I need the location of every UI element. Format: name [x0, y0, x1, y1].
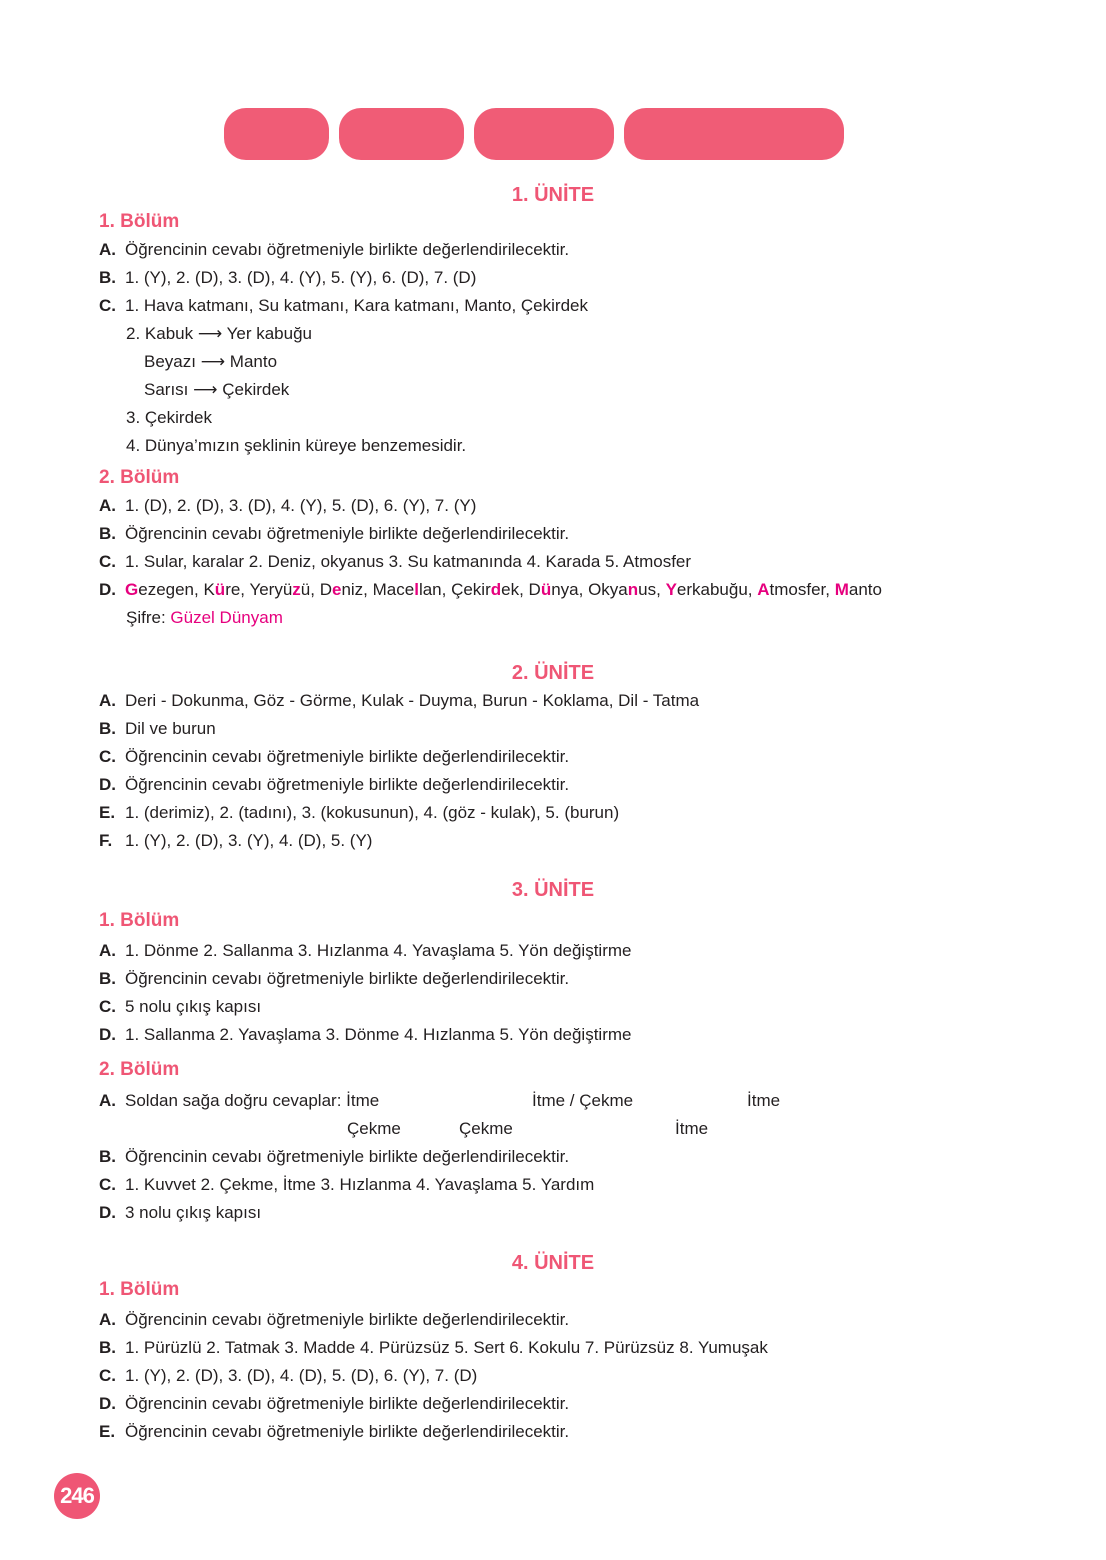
item-label: F. [99, 831, 113, 850]
item-label: B. [99, 969, 116, 988]
highlighted-letter: ü [540, 580, 552, 599]
answer-text: 1. (D), 2. (D), 3. (D), 4. (Y), 5. (D), 6. (Y), 7. (Y) [125, 496, 477, 515]
highlighted-letter: z [292, 580, 301, 599]
answer-line [99, 1337, 768, 1359]
answer-line [99, 1309, 569, 1331]
answer-text: Deri - Dokunma, Göz - Görme, Kulak - Duyma, Burun - Koklama, Dil - Tatma [125, 691, 700, 710]
highlighted-letter: d [490, 580, 502, 599]
highlighted-letter: e [331, 580, 342, 599]
answer-line [99, 523, 569, 545]
text-segment: lan, Çekir [418, 580, 491, 599]
answer-line [99, 774, 569, 796]
item-label: B. [99, 524, 116, 543]
answer-text: 1. Sallanma 2. Yavaşlama 3. Dönme 4. Hızlanma 5. Yön değiştirme [125, 1025, 632, 1044]
answer-line [99, 551, 691, 573]
highlighted-letter: M [834, 580, 849, 599]
item-label: A. [99, 691, 116, 710]
highlighted-letter: Y [665, 580, 677, 599]
answer-line [99, 1174, 594, 1196]
item-label: B. [99, 268, 116, 287]
text-segment: niz, Mace [341, 580, 415, 599]
unit-heading: 2. ÜNİTE [511, 662, 595, 684]
item-label: C. [99, 296, 116, 315]
item-label: D. [99, 1394, 116, 1413]
answer-text: 1. Dönme 2. Sallanma 3. Hızlanma 4. Yavaşlama 5. Yön değiştirme [125, 941, 632, 960]
item-label: A. [99, 496, 116, 515]
item-label: A. [99, 1091, 116, 1110]
item-label: C. [99, 747, 116, 766]
section-heading: 1. Bölüm [99, 1279, 180, 1300]
answer-text: İtme / Çekme [532, 1091, 634, 1110]
answer-line [99, 579, 882, 601]
answer-text: Öğrencinin cevabı öğretmeniyle birlikte değerlendirilecektir. [125, 240, 570, 259]
answer-text: 1. (Y), 2. (D), 3. (D), 4. (Y), 5. (Y), 6. (D), 7. (D) [125, 268, 477, 287]
item-label: C. [99, 997, 116, 1016]
answer-line [99, 802, 619, 824]
answer-line [99, 968, 569, 990]
answer-text: İtme [747, 1091, 781, 1110]
answer-line [99, 940, 631, 962]
item-label: A. [99, 240, 116, 259]
answer-line [99, 239, 569, 261]
answer-text: Sarısı ⟶ Çekirdek [144, 380, 290, 399]
item-label: A. [99, 1310, 116, 1329]
answer-text: 2. Kabuk ⟶ Yer kabuğu [126, 324, 313, 343]
answer-text: Öğrencinin cevabı öğretmeniyle birlikte değerlendirilecektir. [125, 524, 570, 543]
text-segment: ü, D [300, 580, 332, 599]
answer-line [99, 718, 216, 740]
answer-line [99, 1202, 261, 1224]
answer-line [99, 1146, 569, 1168]
answer-text: 1. (Y), 2. (D), 3. (Y), 4. (D), 5. (Y) [125, 831, 373, 850]
text-segment: nya, Okya [551, 580, 628, 599]
answer-text: 1. Hava katmanı, Su katmanı, Kara katmanı, Manto, Çekirdek [125, 296, 588, 315]
answer-text: Öğrencinin cevabı öğretmeniyle birlikte değerlendirilecektir. [125, 775, 570, 794]
page-number: 246 [54, 1473, 100, 1519]
highlighted-letter: n [627, 580, 639, 599]
answer-text: Beyazı ⟶ Manto [144, 352, 278, 371]
answer-line [99, 690, 699, 712]
answer-text: İtme [675, 1119, 709, 1138]
answer-line [99, 1024, 631, 1046]
cipher-answer: Güzel Dünyam [170, 608, 283, 627]
item-label: C. [99, 1175, 116, 1194]
answer-line [99, 267, 476, 289]
item-label: D. [99, 775, 116, 794]
answer-text: Öğrencinin cevabı öğretmeniyle birlikte değerlendirilecektir. [125, 969, 570, 988]
answer-text: Çekme [347, 1119, 401, 1138]
item-label: A. [99, 941, 116, 960]
title-word [474, 108, 615, 160]
text-segment: ek, D [501, 580, 541, 599]
item-label: C. [99, 552, 116, 571]
section-heading: 2. Bölüm [99, 467, 180, 488]
answer-line [99, 1393, 569, 1415]
answer-text: Dil ve burun [125, 719, 216, 738]
answer-text: 1. Pürüzlü 2. Tatmak 3. Madde 4. Pürüzsüz 5. Sert 6. Kokulu 7. Pürüzsüz 8. Yumuşak [125, 1338, 768, 1357]
answer-text: 1. Kuvvet 2. Çekme, İtme 3. Hızlanma 4. Yavaşlama 5. Yardım [125, 1175, 595, 1194]
answer-text: 1. (derimiz), 2. (tadını), 3. (kokusunun), 4. (göz - kulak), 5. (burun) [125, 803, 620, 822]
answer-line [99, 495, 476, 517]
answer-text: Öğrencinin cevabı öğretmeniyle birlikte değerlendirilecektir. [125, 1310, 570, 1329]
answer-text: 3. Çekirdek [126, 408, 212, 427]
answer-text: 4. Dünya’mızın şeklinin küreye benzemesidir. [126, 436, 467, 455]
title-word [224, 108, 329, 160]
answer-line [99, 1365, 477, 1387]
item-label: B. [99, 719, 116, 738]
page-title-logo [224, 100, 844, 162]
unit-heading: 3. ÜNİTE [511, 879, 595, 901]
answer-text: Öğrencinin cevabı öğretmeniyle birlikte değerlendirilecektir. [125, 1394, 570, 1413]
text-segment: anto [848, 580, 882, 599]
text-segment: ezegen, K [138, 580, 215, 599]
cipher-label: Şifre: [126, 608, 166, 627]
answer-line [99, 746, 569, 768]
text-segment: tmosfer, [769, 580, 835, 599]
section-heading: 2. Bölüm [99, 1059, 180, 1080]
answer-line [99, 295, 588, 317]
text-segment: us, [638, 580, 666, 599]
section-heading: 1. Bölüm [99, 211, 180, 232]
item-label: E. [99, 1422, 116, 1441]
puzzle-answer-text [125, 580, 882, 599]
cipher-line [126, 607, 283, 629]
item-label: C. [99, 1366, 116, 1385]
text-segment: re, Yeryü [225, 580, 293, 599]
highlighted-letter: A [757, 580, 770, 599]
answer-text: Öğrencinin cevabı öğretmeniyle birlikte değerlendirilecektir. [125, 1422, 570, 1441]
item-label: B. [99, 1338, 116, 1357]
title-word [624, 108, 844, 160]
answer-line [99, 1421, 569, 1443]
item-label: D. [99, 1203, 116, 1222]
answer-text: Soldan sağa doğru cevaplar: İtme [125, 1091, 380, 1110]
title-word [339, 108, 464, 160]
item-label: B. [99, 1147, 116, 1166]
highlighted-letter: l [414, 580, 419, 599]
answer-line [99, 830, 372, 852]
highlighted-letter: ü [214, 580, 226, 599]
unit-heading: 4. ÜNİTE [511, 1252, 595, 1274]
text-segment: erkabuğu, [676, 580, 758, 599]
answer-line [99, 1090, 379, 1112]
answer-text: Öğrencinin cevabı öğretmeniyle birlikte değerlendirilecektir. [125, 747, 570, 766]
item-label: D. [99, 1025, 116, 1044]
unit-heading: 1. ÜNİTE [511, 184, 595, 206]
answer-text: 1. Sular, karalar 2. Deniz, okyanus 3. Su katmanında 4. Karada 5. Atmosfer [125, 552, 692, 571]
answer-text: Öğrencinin cevabı öğretmeniyle birlikte değerlendirilecektir. [125, 1147, 570, 1166]
answer-text: 5 nolu çıkış kapısı [125, 997, 262, 1016]
highlighted-letter: G [125, 580, 139, 599]
answer-text: Çekme [459, 1119, 513, 1138]
item-label: E. [99, 803, 116, 822]
answer-text: 1. (Y), 2. (D), 3. (D), 4. (D), 5. (D), 6. (Y), 7. (D) [125, 1366, 478, 1385]
item-label: D. [99, 580, 116, 599]
answer-line [99, 996, 261, 1018]
section-heading: 1. Bölüm [99, 910, 180, 931]
answer-text: 3 nolu çıkış kapısı [125, 1203, 262, 1222]
